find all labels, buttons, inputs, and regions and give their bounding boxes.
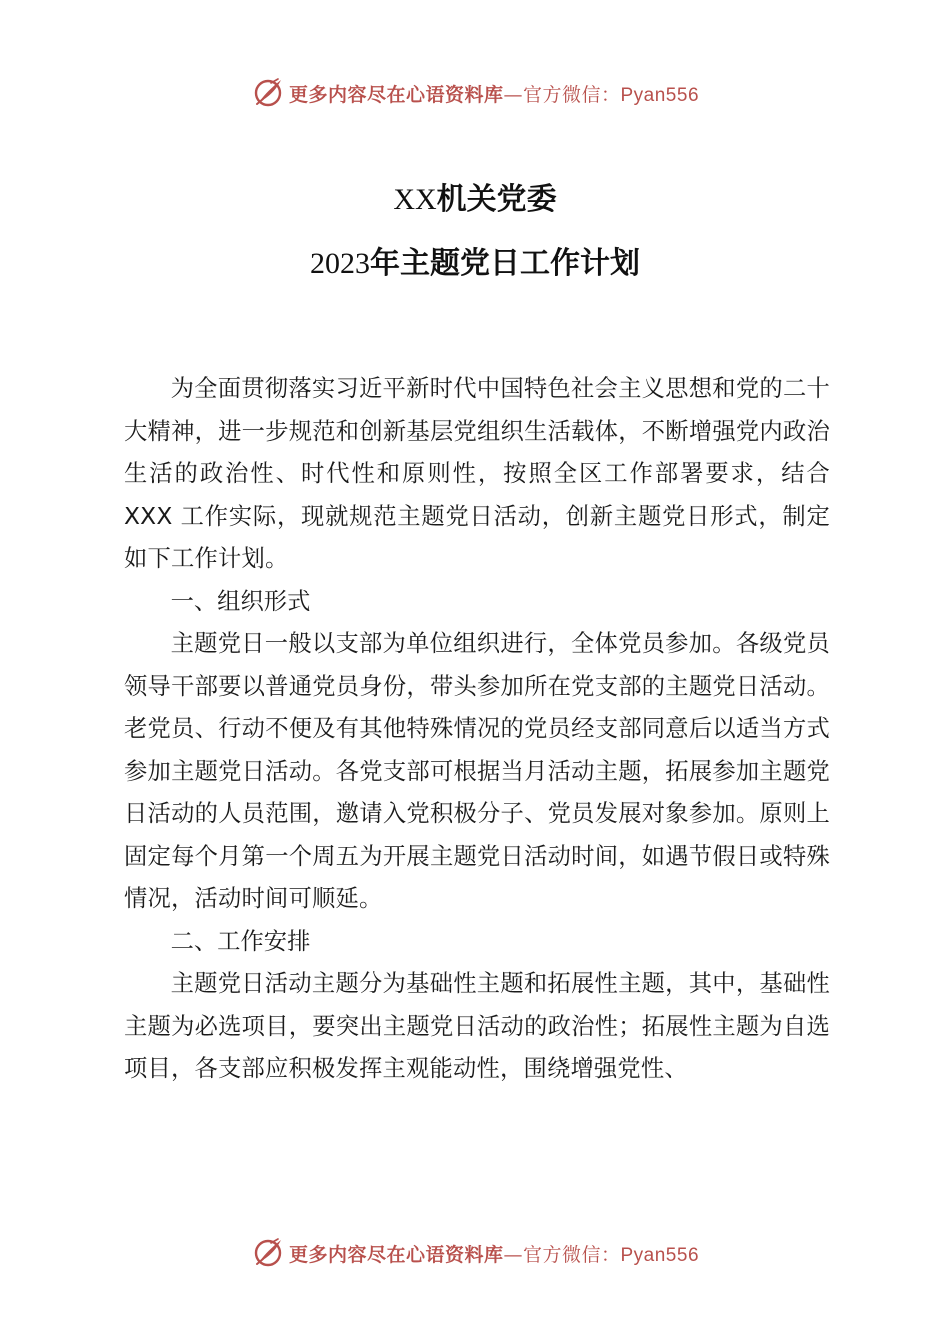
- footer-banner: [0, 1233, 950, 1273]
- banner-text: [289, 80, 699, 107]
- title-plan-name: 年主题党日工作计划: [370, 246, 640, 281]
- quill-logo-icon: [251, 76, 285, 110]
- document-body: [124, 368, 830, 1091]
- title-line-2: [0, 232, 950, 296]
- intro-paragraph: 为全面贯彻落实习近平新时代中国特色社会主义思想和党的二十大精神，进一步规范和创新基层党组织生活载体，不断增强党内政治生活的政治性、时代性和原则性，按照全区工作部署要求，结合 XXX 工作实际，现就规范主题党日活动，创新主题党日形式，制定如下工作计划。: [124, 375, 830, 572]
- banner-wechat-prefix: 官方微信：: [522, 1243, 621, 1266]
- section-paragraph-organization: 主题党日一般以支部为单位组织进行，全体党员参加。各级党员领导干部要以普通党员身份，带头参加所在党支部的主题党日活动。老党员、行动不便及有其他特殊情况的党员经支部同意后以适当方式参加主题党日活动。各党支部可根据当月活动主题，拓展参加主题党日活动的人员范围，邀请入党积极分子、党员发展对象参加。原则上固定每个月第一个周五为开展主题党日活动时间，如遇节假日或特殊情况，活动时间可顺延。: [124, 630, 830, 912]
- banner-separator: —: [503, 1243, 523, 1266]
- banner-text: [289, 1240, 699, 1267]
- section-heading-arrangement: 二、工作安排: [170, 927, 311, 955]
- document-title: [0, 168, 950, 296]
- banner-wechat-id: Pyan556: [620, 84, 700, 106]
- title-org-prefix: XX: [393, 183, 437, 216]
- section-paragraph-arrangement: 主题党日活动主题分为基础性主题和拓展性主题，其中，基础性主题为必选项目，要突出主题党日活动的政治性；拓展性主题为自选项目，各支部应积极发挥主观能动性，围绕增强党性、: [124, 970, 830, 1082]
- title-org-name: 机关党委: [436, 182, 557, 217]
- header-banner: [0, 73, 950, 113]
- title-year: 2023: [310, 247, 370, 280]
- banner-label: 更多内容尽在心语资料库: [288, 83, 504, 106]
- quill-logo-icon: [251, 1236, 285, 1270]
- section-heading-organization: 一、组织形式: [170, 587, 311, 615]
- banner-wechat-prefix: 官方微信：: [522, 83, 621, 106]
- banner-wechat-id: Pyan556: [620, 1244, 700, 1266]
- title-line-1: [0, 168, 950, 232]
- banner-separator: —: [503, 83, 523, 106]
- banner-label: 更多内容尽在心语资料库: [288, 1243, 504, 1266]
